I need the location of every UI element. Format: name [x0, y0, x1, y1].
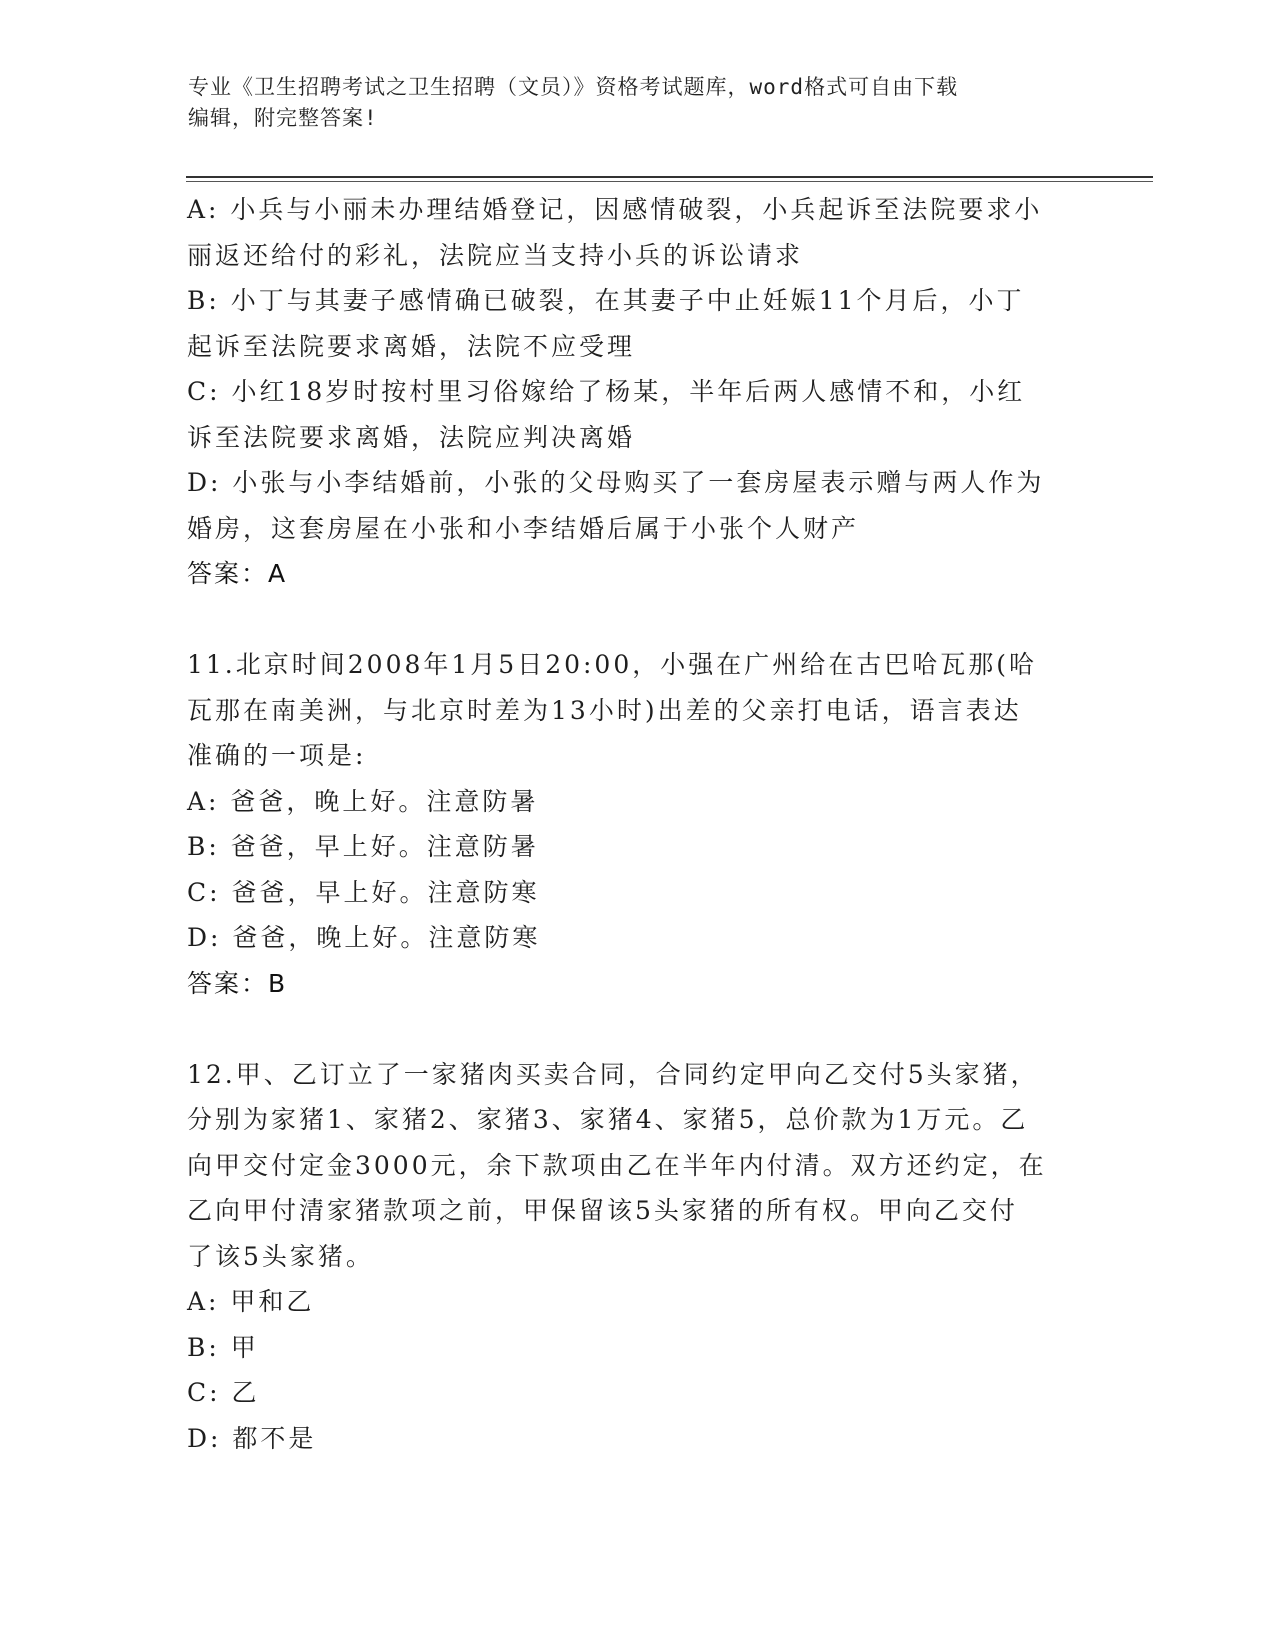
- q10-line: 起诉至法院要求离婚，法院不应受理: [187, 331, 636, 361]
- question-spacer: [187, 597, 1087, 643]
- q12-stem-line: 分别为家猪1、家猪2、家猪3、家猪4、家猪5，总价款为1万元。乙: [187, 1105, 1029, 1134]
- question-10-options: [187, 187, 1087, 597]
- question-12: [187, 1052, 1087, 1462]
- q10-line: C: 小红18岁时按村里习俗嫁给了杨某，半年后两人感情不和，小红: [187, 377, 1026, 406]
- q12-stem-line: 了该5头家猪。: [187, 1241, 374, 1271]
- q12-option-b: B: 甲: [187, 1332, 259, 1362]
- header-divider-thick: [186, 176, 1153, 178]
- q11-stem-line: 11.北京时间2008年1月5日20:00，小强在广州给在古巴哈瓦那(哈: [187, 650, 1037, 679]
- header-divider-thin: [186, 181, 1153, 182]
- q11-answer: 答案：B: [187, 968, 288, 998]
- q12-stem-line: 乙向甲付清家猪款项之前，甲保留该5头家猪的所有权。甲向乙交付: [187, 1196, 1018, 1225]
- q11-stem-line: 准确的一项是:: [187, 741, 367, 770]
- question-11: [187, 642, 1087, 1006]
- question-spacer: [187, 1006, 1087, 1052]
- q10-line: A: 小兵与小丽未办理结婚登记，因感情破裂，小兵起诉至法院要求小: [187, 195, 1043, 224]
- q12-option-d: D: 都不是: [187, 1423, 317, 1453]
- q11-option-c: C: 爸爸，早上好。注意防寒: [187, 877, 540, 907]
- document-header: [188, 72, 1068, 134]
- q10-answer: 答案：A: [187, 559, 288, 588]
- q11-stem-line: 瓦那在南美洲，与北京时差为13小时)出差的父亲打电话，语言表达: [187, 695, 1022, 725]
- q11-option-b: B: 爸爸，早上好。注意防暑: [187, 832, 539, 861]
- header-line-2: 编辑，附完整答案!: [188, 106, 378, 130]
- q10-line: 婚房，这套房屋在小张和小李结婚后属于小张个人财产: [187, 513, 860, 543]
- q12-option-c: C: 乙: [187, 1378, 260, 1407]
- q12-option-a: A: 甲和乙: [187, 1287, 315, 1316]
- q11-option-d: D: 爸爸，晚上好。注意防寒: [187, 923, 541, 952]
- q10-line: D: 小张与小李结婚前，小张的父母购买了一套房屋表示赠与两人作为: [187, 468, 1045, 497]
- q10-line: 丽返还给付的彩礼，法院应当支持小兵的诉讼请求: [187, 240, 804, 270]
- q12-stem-line: 12.甲、乙订立了一家猪肉买卖合同，合同约定甲向乙交付5头家猪，: [187, 1059, 1039, 1089]
- q12-stem-line: 向甲交付定金3000元，余下款项由乙在半年内付清。双方还约定，在: [187, 1150, 1047, 1180]
- header-line-1: 专业《卫生招聘考试之卫生招聘（文员）》资格考试题库，word格式可自由下载: [188, 75, 959, 99]
- q10-line: 诉至法院要求离婚，法院应判决离婚: [187, 422, 636, 452]
- q10-line: B: 小丁与其妻子感情确已破裂，在其妻子中止妊娠11个月后，小丁: [187, 286, 1025, 315]
- q11-option-a: A: 爸爸，晚上好。注意防暑: [187, 786, 539, 816]
- document-body: [187, 187, 1087, 1461]
